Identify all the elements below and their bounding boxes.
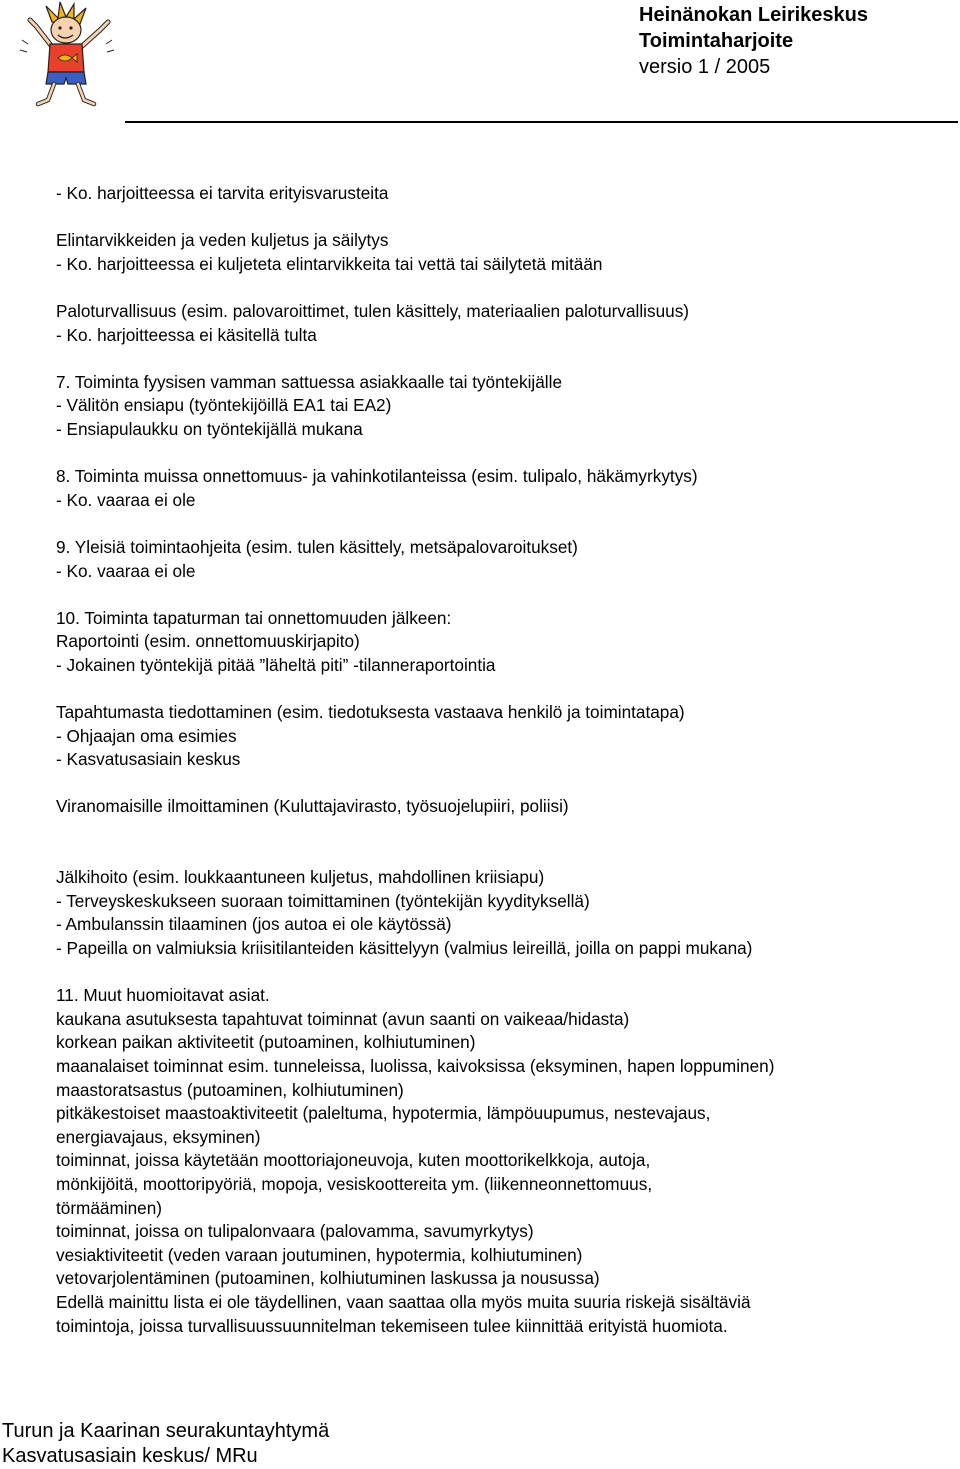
text-line: toiminnat, joissa käytetään moottoriajoneuvoja, kuten moottorikelkkoja, autoja, (56, 1150, 651, 1171)
paragraph-spacer (56, 677, 936, 701)
paragraph-spacer (56, 512, 936, 536)
text-line: - Välitön ensiapu (työntekijöillä EA1 tai EA2) (56, 395, 392, 416)
document-header (639, 2, 868, 80)
header-divider (125, 121, 958, 123)
text-line: - Terveyskeskukseen suoraan toimittaminen (työntekijän kyydityksellä) (56, 890, 590, 911)
paragraph-spacer (56, 442, 936, 466)
text-line: vesiaktiviteetit (veden varaan joutuminen, hypotermia, kolhiutuminen) (56, 1244, 583, 1265)
document-body (56, 182, 936, 1338)
text-line: Viranomaisille ilmoittaminen (Kuluttajavirasto, työsuojelupiiri, poliisi) (56, 796, 569, 817)
text-line: Tapahtumasta tiedottaminen (esim. tiedotuksesta vastaava henkilö ja toimintatapa) (56, 702, 685, 723)
footer-organization: Turun ja Kaarinan seurakuntayhtymä (2, 1420, 330, 1442)
organization-name: Heinänokan Leirikeskus (639, 4, 868, 26)
text-line: 8. Toiminta muissa onnettomuus- ja vahinkotilanteissa (esim. tulipalo, häkämyrkytys) (56, 466, 698, 487)
text-line: korkean paikan aktiviteetit (putoaminen, kolhiutuminen) (56, 1032, 476, 1053)
text-line: mönkijöitä, moottoripyöriä, mopoja, vesiskoottereita ym. (liikenneonnettomuus, (56, 1173, 653, 1194)
text-line: Elintarvikkeiden ja veden kuljetus ja säilytys (56, 230, 389, 251)
child-with-fish-shirt-logo-icon (8, 0, 126, 110)
text-line: 11. Muut huomioitavat asiat. (56, 985, 270, 1006)
text-line: Jälkihoito (esim. loukkaantuneen kuljetus, mahdollinen kriisiapu) (56, 867, 545, 888)
text-line: energiavajaus, eksyminen) (56, 1126, 261, 1147)
text-line: 7. Toiminta fyysisen vamman sattuessa asiakkaalle tai työntekijälle (56, 371, 562, 392)
paragraph-spacer (56, 583, 936, 607)
text-line: törmääminen) (56, 1197, 163, 1218)
document-footer (2, 1419, 329, 1469)
footer-department: Kasvatusasiain keskus/ MRu (2, 1445, 258, 1467)
text-line: Paloturvallisuus (esim. palovaroittimet, tulen käsittely, materiaalien paloturvallisuus) (56, 300, 690, 321)
paragraph-spacer (56, 819, 936, 866)
text-line: Raportointi (esim. onnettomuuskirjapito) (56, 631, 360, 652)
paragraph-spacer (56, 347, 936, 371)
text-line: - Ko. vaaraa ei ole (56, 489, 196, 510)
text-line: Edellä mainittu lista ei ole täydellinen, vaan saattaa olla myös muita suuria riskejä sisältäviä (56, 1291, 751, 1312)
text-line: - Ko. vaaraa ei ole (56, 560, 196, 581)
paragraph-spacer (56, 772, 936, 796)
text-line: - Ko. harjoitteessa ei tarvita erityisvarusteita (56, 183, 389, 203)
text-line: toiminnat, joissa on tulipalonvaara (palovamma, savumyrkytys) (56, 1221, 534, 1242)
text-line: - Kasvatusasiain keskus (56, 749, 241, 770)
paragraph-spacer (56, 276, 936, 300)
paragraph-spacer (56, 206, 936, 230)
text-line: kaukana asutuksesta tapahtuvat toiminnat (avun saanti on vaikeaa/hidasta) (56, 1008, 630, 1029)
text-line: - Ohjaajan oma esimies (56, 725, 237, 746)
document-version: versio 1 / 2005 (639, 56, 771, 78)
text-line: - Papeilla on valmiuksia kriisitilanteiden käsittelyyn (valmius leireillä, joilla on pappi mukana) (56, 938, 753, 958)
text-line: - Jokainen työntekijä pitää ”läheltä piti” -tilanneraportointia (56, 654, 496, 675)
text-line: maastoratsastus (putoaminen, kolhiutuminen) (56, 1079, 404, 1100)
text-line: pitkäkestoiset maastoaktiviteetit (paleltuma, hypotermia, lämpöuupumus, nestevajaus, (56, 1103, 711, 1124)
paragraph-spacer (56, 961, 936, 985)
text-line: toimintoja, joissa turvallisuussuunnitelman tekemiseen tulee kiinnittää erityistä huomiota. (56, 1315, 728, 1336)
text-line: 9. Yleisiä toimintaohjeita (esim. tulen käsittely, metsäpalovaroitukset) (56, 536, 578, 557)
text-line: - Ensiapulaukku on työntekijällä mukana (56, 418, 363, 439)
text-line: - Ambulanssin tilaaminen (jos autoa ei ole käytössä) (56, 914, 452, 935)
text-line: maanalaiset toiminnat esim. tunneleissa, luolissa, kaivoksissa (eksyminen, hapen loppuminen) (56, 1055, 775, 1076)
text-line: - Ko. harjoitteessa ei käsitellä tulta (56, 324, 317, 345)
text-line: - Ko. harjoitteessa ei kuljeteta elintarvikkeita tai vettä tai säilytetä mitään (56, 253, 603, 274)
text-line: 10. Toiminta tapaturman tai onnettomuuden jälkeen: (56, 607, 452, 628)
document-type: Toimintaharjoite (639, 30, 794, 52)
text-line: vetovarjolentäminen (putoaminen, kolhiutuminen laskussa ja nousussa) (56, 1268, 600, 1289)
